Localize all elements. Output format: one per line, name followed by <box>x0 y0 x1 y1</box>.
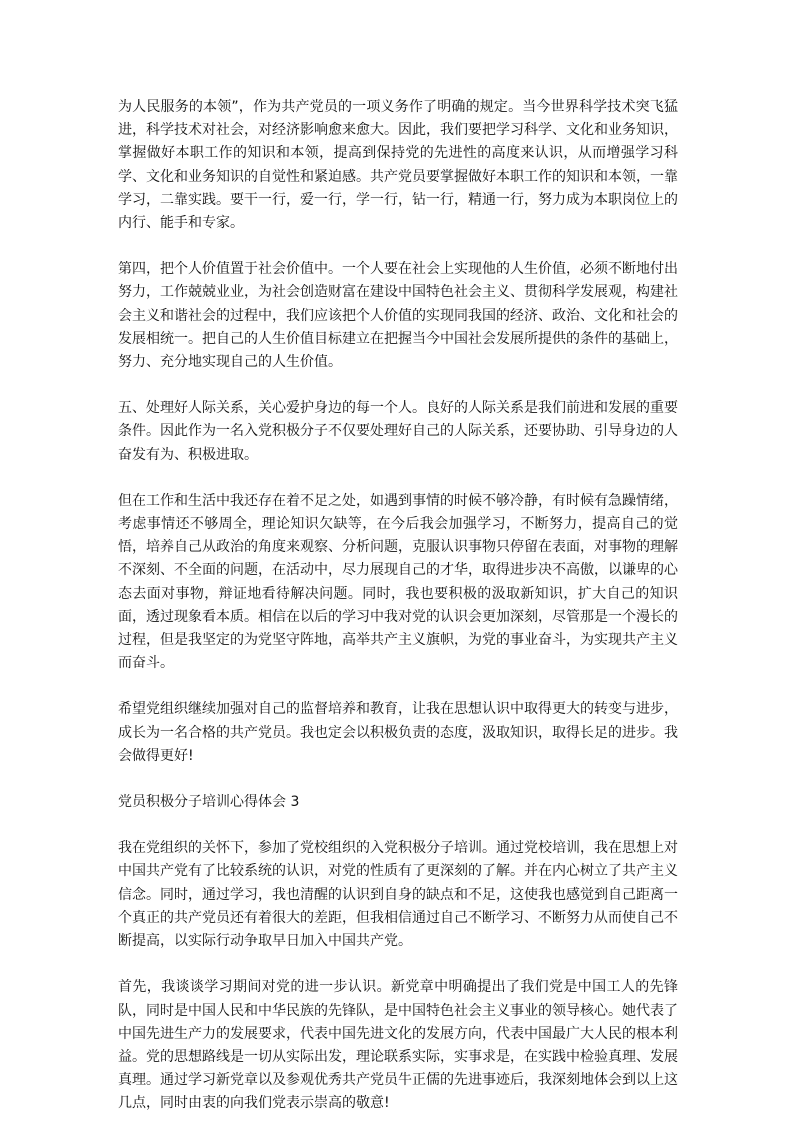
paragraph-gap <box>118 768 678 791</box>
paragraph-gap <box>118 675 678 698</box>
paragraph-3: 五、处理好人际关系，关心爱护身边的每一个人。良好的人际关系是我们前进和发展的重要条件。因此作为一名入党积极分子不仅要处理好自己的人际关系，还要协助、引导身边的人奋发有为、积极进取。 <box>118 400 678 463</box>
paragraph-5: 希望党组织继续加强对自己的监督培养和教育，让我在思想认识中取得更大的转变与进步，成长为一名合格的共产党员。我也定会以积极负责的态度，汲取知识，取得长足的进步。我会做得更好! <box>118 701 678 764</box>
paragraph-6: 我在党组织的关怀下，参加了党校组织的入党积极分子培训。通过党校培训，我在思想上对中国共产党有了比较系统的认识，对党的性质有了更深刻的了解。并在内心树立了共产主义信念。同时，通过学习，我也清醒的认识到自身的缺点和不足，这使我也感觉到自己距离一个真正的共产党员还有着很大的差距，但我相信通过自己不断学习、不断努力从而使自己不断提高，以实际行动争取早日加入中国共产党。 <box>118 840 678 950</box>
paragraph-4: 但在工作和生活中我还存在着不足之处，如遇到事情的时候不够冷静，有时候有急躁情绪，考虑事情还不够周全，理论知识欠缺等，在今后我会加强学习，不断努力，提高自己的觉悟，培养自己从政治的角度来观察、分析问题，克服认识事物只停留在表面，对事物的理解不深刻、不全面的问题，在活动中，尽力展现自己的才华，取得进步决不高傲，以谦卑的心态去面对事物，辩证地看待解决问题。同时，我也要积极的汲取新知识，扩大自己的知识面，透过现象看本质。相信在以后的学习中我对党的认识会更加深刻，尽管那是一个漫长的过程，但是我坚定的为党坚守阵地，高举共产主义旗帜，为党的事业奋斗，为实现共产主义而奋斗。 <box>118 492 678 672</box>
paragraph-gap <box>118 467 678 490</box>
paragraph-2: 第四，把个人价值置于社会价值中。一个人要在社会上实现他的人生价值，必须不断地付出努力，工作兢兢业业，为社会创造财富在建设中国特色社会主义、贯彻科学发展观，构建社会主义和谐社会的过程中，我们应该把个人价值的实现同我国的经济、政治、文化和社会的发展相统一。把自己的人生价值目标建立在把握当今中国社会发展所提供的条件的基础上，努力、充分地实现自己的人生价值。 <box>118 261 678 371</box>
paragraph-gap <box>118 374 678 397</box>
paragraph-gap <box>118 814 678 837</box>
section-title: 党员积极分子培训心得体会 3 <box>118 794 300 811</box>
document-page <box>118 96 678 1116</box>
paragraph-7: 首先，我谈谈学习期间对党的进一步认识。新党章中明确提出了我们党是中国工人的先锋队，同时是中国人民和中华民族的先锋队，是中国特色社会主义事业的领导核心。她代表了中国先进生产力的发展要求，代表中国先进文化的发展方向，代表中国最广大人民的根本利益。党的思想路线是一切从实际出发，理论联系实际，实事求是，在实践中检验真理、发展真理。通过学习新党章以及参观优秀共产党员牛正儒的先进事迹后，我深刻地体会到以上这几点，同时由衷的向我们党表示崇高的敬意! <box>118 979 678 1112</box>
paragraph-gap <box>118 953 678 976</box>
paragraph-1: 为人民服务的本领”，作为共产党员的一项义务作了明确的规定。当今世界科学技术突飞猛进，科学技术对社会，对经济影响愈来愈大。因此，我们要把学习科学、文化和业务知识，掌握做好本职工作的知识和本领，提高到保持党的先进性的高度来认识，从而增强学习科学、文化和业务知识的自觉性和紧迫感。共产党员要掌握做好本职工作的知识和本领，一靠学习，二靠实践。要干一行，爱一行，学一行，钻一行，精通一行，努力成为本职岗位上的内行、能手和专家。 <box>118 99 678 232</box>
paragraph-gap <box>118 235 678 258</box>
